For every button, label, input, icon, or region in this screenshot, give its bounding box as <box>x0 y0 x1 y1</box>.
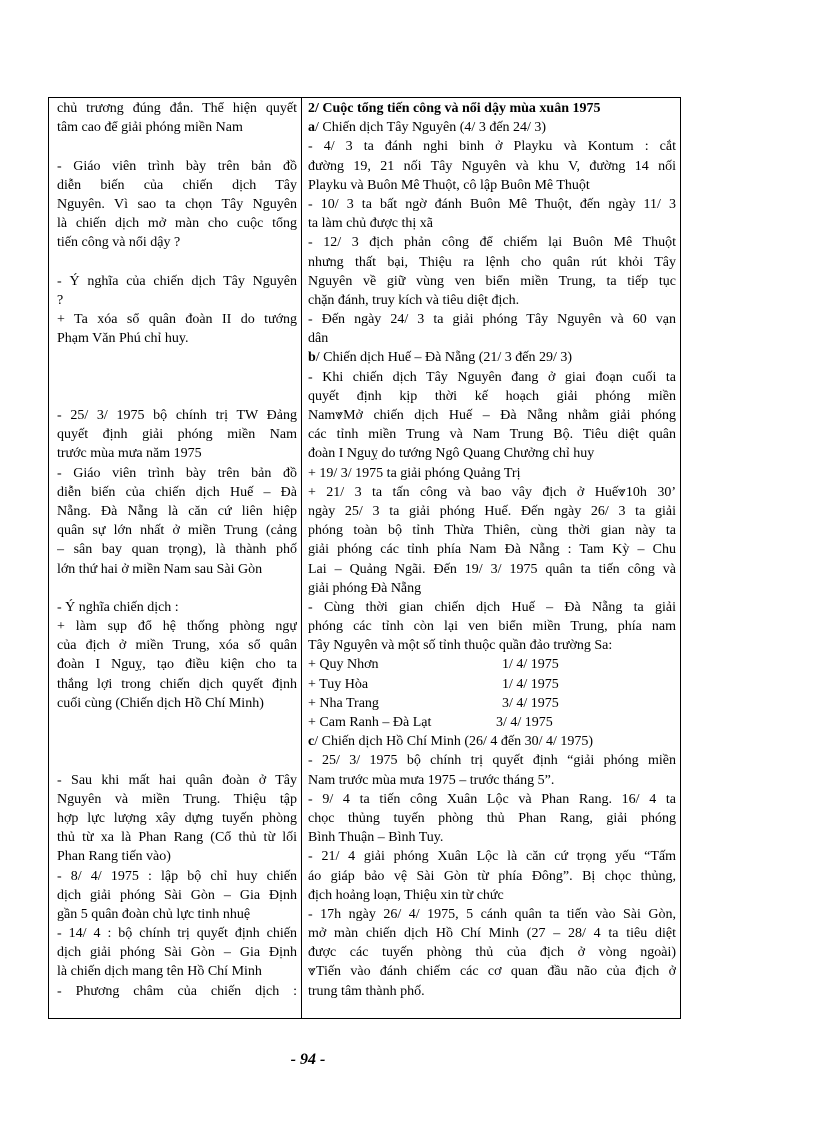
right-text-line: - 21/ 4 giải phóng Xuân Lộc là căn cứ trọng yếu “Tấm <box>308 849 676 865</box>
left-text-line: tâm cao để giải phóng miền Nam <box>57 120 243 136</box>
right-text-line: quyết định kịp thời kế hoạch giải phóng miền <box>308 388 676 404</box>
left-text-line: cuối cùng (Chiến dịch Hồ Chí Minh) <box>57 695 264 711</box>
left-text-line: - 14/ 4 : bộ chính trị quyết định chiến <box>57 926 297 942</box>
left-text-line: Nguyên. Vì sao ta chọn Tây Nguyên <box>57 196 297 212</box>
liberated-place: + Cam Ranh – Đà Lạt <box>308 715 432 730</box>
right-text-line: giải phóng Đà Nẵng <box>308 580 422 596</box>
left-text-line: - Ý nghĩa của chiến dịch Tây Nguyên <box>57 273 297 289</box>
subsection-heading <box>308 348 676 367</box>
left-text-line: quyết định giải phóng miền Nam <box>57 427 297 443</box>
right-text-line: - Khi chiến dịch Tây Nguyên đang ở giai đoạn cuối ta <box>308 369 676 385</box>
blank-line <box>57 713 297 732</box>
left-text-line: thủ từ xa là Phan Rang (Cổ thủ từ lối <box>57 830 297 846</box>
blank-line <box>57 751 297 770</box>
right-text-line: + 21/ 3 ta tấn công và bao vây địch ở Huế⩔10h 30’ <box>308 484 676 500</box>
left-text-line: diễn biến của chiến dịch Huế – Đà <box>57 484 297 500</box>
left-text-line: – sân bay quan trọng), là thành phố <box>57 542 297 558</box>
right-text-line: mở màn chiến dịch Hồ Chí Minh (27 – 28/ 4 ta tiêu diệt <box>308 926 676 942</box>
blank-line <box>57 579 297 598</box>
left-text-line: đoàn I Nguỵ, tạo điều kiện cho ta <box>57 657 297 673</box>
right-text-line: - 10/ 3 ta bất ngờ đánh Buôn Mê Thuột, đến ngày 11/ 3 <box>308 196 676 212</box>
subsection-heading <box>308 732 676 751</box>
right-text-line: Playku và Buôn Mê Thuột, cô lập Buôn Mê Thuột <box>308 177 590 193</box>
left-text-line: + Ta xóa sổ quân đoàn II do tướng <box>57 312 297 328</box>
blank-line <box>57 137 297 156</box>
left-text-line: Nẵng. Đà Nẵng là căn cứ liên hiệp <box>57 503 297 519</box>
liberation-date: 1/ 4/ 1975 <box>502 657 559 673</box>
right-text-line: phóng các tỉnh còn lại ven biển miền Trung, phía nam <box>308 619 676 635</box>
page-number: - 94 - <box>290 1051 326 1068</box>
right-text-line: Nam trước mùa mưa 1975 – trước tháng 5”. <box>308 772 555 788</box>
right-text-line: ⩔Tiến vào đánh chiếm các cơ quan đầu não của địch ở <box>308 964 676 980</box>
left-text-line: Phạm Văn Phú chỉ huy. <box>57 331 189 347</box>
right-text-line: - 12/ 3 địch phản công để chiếm lại Buôn Mê Thuột <box>308 235 676 251</box>
left-text-line: - 8/ 4/ 1975 : lập bộ chỉ huy chiến <box>57 868 297 884</box>
liberated-place: + Tuy Hòa <box>308 676 369 692</box>
right-text-line: phóng toàn bộ tỉnh Thừa Thiên, cùng thời gian này ta <box>308 523 676 539</box>
right-text-line: Bình Thuận – Bình Tuy. <box>308 830 444 846</box>
subsection-letter: b <box>308 350 316 366</box>
left-text-line: - Giáo viên trình bày trên bản đồ <box>57 465 297 481</box>
right-text-line: chặn đánh, truy kích và tiêu diệt địch. <box>308 292 520 308</box>
left-text-line: diễn biến của chiến dịch Tây <box>57 177 297 193</box>
left-text-line: - Sau khi mất hai quân đoàn ở Tây <box>57 772 297 788</box>
liberation-date: 3/ 4/ 1975 <box>502 695 559 711</box>
right-text-line: ngày 25/ 3 ta giải phóng Huế. Đến ngày 26/ 3 ta giải <box>308 503 676 519</box>
liberated-place: + Nha Trang <box>308 695 379 711</box>
left-text-line: + làm sụp đổ hệ thống phòng ngự <box>57 619 297 635</box>
left-text-line: hợp lực lượng xây dựng tuyến phòng <box>57 810 297 826</box>
left-text-line: lớn thứ hai ở miền Nam sau Sài Gòn <box>57 561 263 577</box>
right-text-line: đoàn I Nguỵ do tướng Ngô Quang Chưởng chỉ huy <box>308 446 595 462</box>
left-text-line: trước mùa mưa năm 1975 <box>57 446 202 462</box>
subsection-title: / Chiến dịch Hồ Chí Minh (26/ 4 đến 30/ 4/ 1975) <box>314 734 594 750</box>
left-text-line: dịch giải phóng Sài Gòn – Gia Định <box>57 887 297 903</box>
blank-line <box>57 732 297 751</box>
left-text-line: - 25/ 3/ 1975 bộ chính trị TW Đảng <box>57 408 297 423</box>
subsection-letter: c <box>308 734 315 750</box>
left-text-line: chủ trương đúng đắn. Thể hiện quyết <box>57 101 297 116</box>
left-text-line: thắng lợi trong chiến dịch quyết định <box>57 676 297 692</box>
left-text-line: tiến công và nổi dậy ? <box>57 235 181 251</box>
right-text-line: - 4/ 3 ta đánh nghi binh ở Playku và Kontum : cắt <box>308 139 676 155</box>
right-text-line: đường 19, 21 nối Tây Nguyên và khu V, đường 14 nối <box>308 158 676 174</box>
blank-line <box>57 368 297 387</box>
section-heading: 2/ Cuộc tổng tiến công và nổi dậy mùa xuân 1975 <box>308 101 601 116</box>
liberation-date-row <box>308 655 676 674</box>
left-text-line: của địch ở miền Trung, xóa sổ quân <box>57 638 297 654</box>
subsection-heading <box>308 118 676 137</box>
liberation-date: 3/ 4/ 1975 <box>496 715 553 730</box>
left-text-line: Nguyên và miền Trung. Thiệu tập <box>57 791 297 807</box>
right-text-line: dân <box>308 331 329 347</box>
right-text-line: địch hoảng loạn, Thiệu xin từ chức <box>308 887 504 903</box>
lesson-content-column <box>302 98 680 1018</box>
right-text-line: các tỉnh miền Trung và Nam Trung Bộ. Tiêu diệt quân <box>308 427 676 443</box>
liberation-date: 1/ 4/ 1975 <box>502 676 559 692</box>
left-text-line: - Ý nghĩa chiến dịch : <box>57 599 179 615</box>
right-text-line: - 25/ 3/ 1975 bộ chính trị quyết định “giải phóng miền <box>308 753 676 769</box>
subsection-title: / Chiến dịch Huế – Đà Nẵng (21/ 3 đến 29/ 3) <box>315 350 573 366</box>
blank-line <box>57 387 297 406</box>
right-text-line: ta làm chủ được thị xã <box>308 216 434 232</box>
right-text-line: giải phóng các tỉnh phía Nam Đà Nẵng : Tam Kỳ – Chu <box>308 542 676 558</box>
right-text-line: chọc thủng tuyến phòng thủ Phan Rang, giải phóng <box>308 810 676 826</box>
liberation-date-row <box>308 713 676 732</box>
blank-line <box>57 348 297 367</box>
subsection-letter: a <box>308 120 315 136</box>
left-text-line: ? <box>57 292 64 308</box>
right-text-line: Tây Nguyên và một số tỉnh thuộc quần đảo trường Sa: <box>308 638 613 654</box>
right-text-line: áo giáp bảo vệ Sài Gòn từ phía Đông”. Bị chọc thủng, <box>308 868 676 884</box>
left-text-line: - Phương châm của chiến dịch : <box>57 983 297 999</box>
left-text-line: là chiến dịch mang tên Hồ Chí Minh <box>57 964 262 980</box>
left-text-line: là chiến dịch mở màn cho cuộc tổng <box>57 216 297 232</box>
right-text-line: nhưng thất bại, Thiệu ra lệnh cho quân rút khỏi Tây <box>308 254 676 270</box>
right-text-line: được các tuyến phòng thủ của địch ở vòng ngoài) <box>308 945 676 961</box>
right-text-line: - 9/ 4 ta tiến công Xuân Lộc và Phan Rang. 16/ 4 ta <box>308 791 676 807</box>
liberation-date-row <box>308 694 676 713</box>
right-text-line: + 19/ 3/ 1975 ta giải phóng Quảng Trị <box>308 465 521 481</box>
right-text-line: - 17h ngày 26/ 4/ 1975, 5 cánh quân ta tiến vào Sài Gòn, <box>308 906 676 922</box>
content-table <box>48 97 681 1019</box>
left-text-line: Phan Rang tiến vào) <box>57 849 171 865</box>
subsection-title: / Chiến dịch Tây Nguyên (4/ 3 đến 24/ 3) <box>315 120 547 136</box>
right-text-line: - Đến ngày 24/ 3 ta giải phóng Tây Nguyên và 60 vạn <box>308 312 676 328</box>
left-text-line: - Giáo viên trình bày trên bản đồ <box>57 158 297 174</box>
right-text-line: - Cùng thời gian chiến dịch Huế – Đà Nẵng ta giải <box>308 599 676 615</box>
right-text-line: Nam⩔Mở chiến dịch Huế – Đà Nẵng nhằm giải phóng <box>308 408 676 423</box>
left-text-line: dịch giải phóng Sài Gòn – Gia Định <box>57 945 297 961</box>
teacher-activity-column <box>49 98 302 1018</box>
liberation-date-row <box>308 675 676 694</box>
blank-line <box>57 253 297 272</box>
right-text-line: Nguyên về giữ vùng ven biển miền Trung, ta tiếp tục <box>308 273 676 289</box>
right-text-line: Lai – Quảng Ngãi. Đến 19/ 3/ 1975 quân ta tiến công và <box>308 561 676 577</box>
liberated-place: + Quy Nhơn <box>308 657 379 673</box>
left-text-line: gần 5 quân đoàn chủ lực tinh nhuệ <box>57 906 251 922</box>
left-text-line: quân sự lớn nhất ở miền Trung (cảng <box>57 523 297 539</box>
right-text-line: trung tâm thành phố. <box>308 983 425 999</box>
